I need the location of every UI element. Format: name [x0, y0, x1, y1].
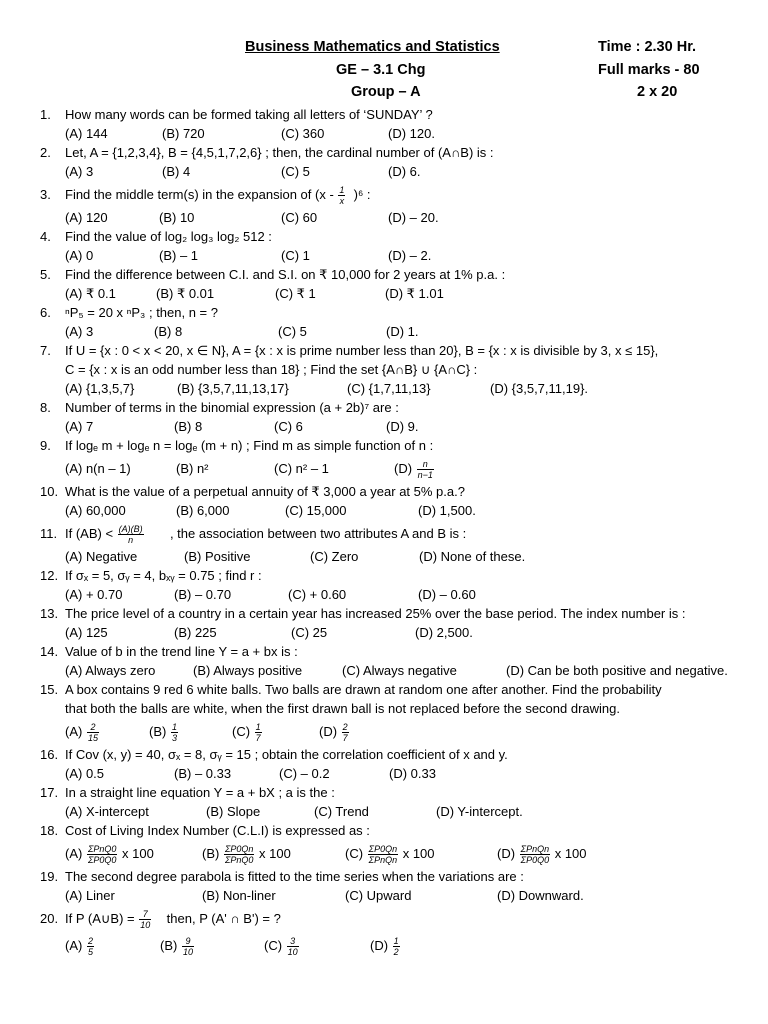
question-number: 9. — [40, 438, 51, 453]
group-label: Group – A — [351, 84, 421, 100]
option-a: (A) Always zero — [65, 663, 156, 678]
fraction-7-over-10: $\frac{7}{10}$ — [140, 909, 151, 931]
question-text: Number of terms in the binomial expression (a + 2b)⁷ are : — [65, 400, 399, 415]
options-row — [40, 379, 755, 398]
subject-title: Business Mathematics and Statistics — [245, 39, 500, 55]
options-row — [40, 840, 755, 867]
option-c: (C) 5 — [281, 164, 310, 179]
option-b: (B) $\frac{1}{3}$ — [149, 722, 177, 744]
option-a: (A) + 0.70 — [65, 587, 123, 602]
option-b: (B) Positive — [184, 549, 251, 564]
question-7 — [40, 341, 755, 398]
question-text-line — [40, 227, 755, 246]
option-a: (A) $\frac{\text{ΣPnQ0}}{\Sigma P0Q0}$ x 100 — [65, 844, 154, 866]
question-text-line — [40, 745, 755, 764]
option-a: (A) 144 — [65, 126, 108, 141]
option-b: (B) $\frac{9}{10}$ — [160, 936, 193, 958]
question-17 — [40, 783, 755, 821]
question-text: If Cov (x, y) = 40, σₓ = 8, σᵧ = 15 ; obtain the correlation coefficient of x and y. — [65, 747, 508, 762]
option-b: (B) ₹ 0.01 — [156, 286, 215, 301]
option-c: (C) n² – 1 — [274, 461, 329, 476]
question-number: 6. — [40, 305, 51, 320]
option-c: (C) $\frac{\Sigma P0Qn}{\text{ΣPnQn}}$ x 100 — [345, 844, 435, 866]
options-row — [40, 802, 755, 821]
question-text-line — [40, 566, 755, 585]
question-number: 11. — [40, 526, 58, 541]
question-number: 2. — [40, 145, 51, 160]
option-a: (A) ₹ 0.1 — [65, 286, 116, 301]
option-c: (C) 15,000 — [285, 503, 347, 518]
question-number: 14. — [40, 644, 59, 659]
index-formula-fraction: $\frac{\Sigma P0Qn}{\text{ΣPnQ0}}$ — [224, 844, 254, 866]
question-text: The price level of a country in a certain year has increased 25% over the base period. The index number is : — [65, 606, 686, 621]
options-row — [40, 547, 755, 566]
question-16 — [40, 745, 755, 783]
full-marks: Full marks - 80 — [598, 62, 700, 78]
marks-scheme: 2 x 20 — [637, 84, 678, 100]
option-a: (A) 125 — [65, 625, 108, 640]
option-d: (D) 0.33 — [389, 766, 436, 781]
question-11 — [40, 520, 755, 566]
question-text: If P (A∪B) = $\frac{7}{10}$ then, P (A' ∩ B') = ? — [65, 909, 281, 931]
option-c: (C) {1,7,11,13} — [347, 381, 431, 396]
question-text: The second degree parabola is fitted to the time series when the variations are : — [65, 869, 524, 884]
question-number: 17. — [40, 785, 59, 800]
option-c: (C) 6 — [274, 419, 303, 434]
question-text-line — [40, 341, 755, 360]
options-row — [40, 585, 755, 604]
option-d: (D) 9. — [386, 419, 419, 434]
question-text-line — [40, 821, 755, 840]
options-row — [40, 208, 755, 227]
question-text-line — [40, 482, 755, 501]
question-text-line — [40, 642, 755, 661]
question-text-line — [40, 867, 755, 886]
probability-fraction: $\frac{3}{10}$ — [287, 936, 298, 958]
question-list — [40, 105, 755, 959]
option-b: (B) – 0.70 — [174, 587, 232, 602]
option-a: (A) Negative — [65, 549, 138, 564]
option-d: (D) Y-intercept. — [436, 804, 523, 819]
option-b: (B) 8 — [174, 419, 203, 434]
option-a: (A) $\frac{2}{15}$ — [65, 722, 98, 744]
option-d: (D) Can be both positive and negative. — [506, 663, 728, 678]
question-text: If logₑ m + logₑ n = logₑ (m + n) ; Find m as simple function of n : — [65, 438, 434, 453]
question-text: In a straight line equation Y = a + bX ; a is the : — [65, 785, 335, 800]
options-row — [40, 764, 755, 783]
question-number: 15. — [40, 682, 59, 697]
option-b: (B) {3,5,7,11,13,17} — [177, 381, 289, 396]
question-8 — [40, 398, 755, 436]
question-10 — [40, 482, 755, 520]
question-text-line — [40, 398, 755, 417]
question-text: Find the difference between C.I. and S.I. on ₹ 10,000 for 2 years at 1% p.a. : — [65, 267, 506, 282]
option-d: (D) $\frac{n}{n-1}$ — [394, 459, 433, 481]
options-row — [40, 162, 755, 181]
question-2 — [40, 143, 755, 181]
probability-fraction: $\frac{9}{10}$ — [182, 936, 193, 958]
option-c: (C) ₹ 1 — [275, 286, 316, 301]
options-row — [40, 661, 755, 680]
option-d: (D) 1,500. — [418, 503, 476, 518]
question-text: that both the balls are white, when the first drawn ball is not replaced before the second drawing. — [65, 701, 620, 716]
option-c: (C) Upward — [345, 888, 412, 903]
option-d: (D) ₹ 1.01 — [385, 286, 444, 301]
option-d: (D) 6. — [388, 164, 421, 179]
options-row — [40, 246, 755, 265]
question-number: 19. — [40, 869, 59, 884]
question-text-line — [40, 604, 755, 623]
option-b: (B) Non-liner — [202, 888, 276, 903]
question-text-line — [40, 265, 755, 284]
option-a: (A) X-intercept — [65, 804, 149, 819]
options-row — [40, 124, 755, 143]
question-text-line — [40, 181, 755, 208]
probability-fraction: $\frac{1}{7}$ — [255, 722, 261, 744]
options-row — [40, 932, 755, 959]
option-b: (B) – 1 — [159, 248, 199, 263]
option-d: (D) 2,500. — [415, 625, 473, 640]
question-number: 1. — [40, 107, 51, 122]
question-12 — [40, 566, 755, 604]
question-text: What is the value of a perpetual annuity of ₹ 3,000 a year at 5% p.a.? — [65, 484, 465, 499]
question-text: Find the value of log₂ log₃ log₂ 512 : — [65, 229, 272, 244]
option-b: (B) 225 — [174, 625, 217, 640]
question-text: ⁿP₅ = 20 x ⁿP₃ ; then, n = ? — [65, 305, 218, 320]
option-a: (A) 0.5 — [65, 766, 105, 781]
option-a: (A) 0 — [65, 248, 94, 263]
question-20 — [40, 905, 755, 959]
question-text: If (AB) < $\frac{(A)(B)}{n}$ , the association between two attributes A and B is : — [65, 524, 467, 546]
options-row — [40, 501, 755, 520]
question-text: Value of b in the trend line Y = a + bx is : — [65, 644, 298, 659]
question-number: 5. — [40, 267, 51, 282]
exam-time: Time : 2.30 Hr. — [598, 39, 697, 55]
option-c: (C) 1 — [281, 248, 310, 263]
question-text-line — [40, 699, 755, 718]
options-row — [40, 417, 755, 436]
option-a: (A) 120 — [65, 210, 108, 225]
probability-fraction: $\frac{2}{5}$ — [87, 936, 93, 958]
option-a: (A) Liner — [65, 888, 115, 903]
question-5 — [40, 265, 755, 303]
options-row — [40, 455, 755, 482]
option-b: (B) Always positive — [193, 663, 303, 678]
option-d: (D) $\frac{2}{7}$ — [319, 722, 348, 744]
question-number: 13. — [40, 606, 59, 621]
question-text: A box contains 9 red 6 white balls. Two balls are drawn at random one after another. Find the probability — [65, 682, 662, 697]
option-a: (A) $\frac{2}{5}$ — [65, 936, 93, 958]
index-formula-fraction: $\frac{\text{ΣPnQn}}{\Sigma P0Q0}$ — [520, 844, 550, 866]
option-a: (A) {1,3,5,7} — [65, 381, 135, 396]
option-b: (B) n² — [176, 461, 209, 476]
question-number: 4. — [40, 229, 51, 244]
option-d: (D) – 2. — [388, 248, 432, 263]
option-a: (A) 7 — [65, 419, 94, 434]
question-3 — [40, 181, 755, 227]
question-text: How many words can be formed taking all letters of ‘SUNDAY’ ? — [65, 107, 433, 122]
option-c: (C) + 0.60 — [288, 587, 347, 602]
question-6 — [40, 303, 755, 341]
question-text: Find the middle term(s) in the expansion of (x - $\frac{1}{x}$ )⁶ : — [65, 185, 371, 207]
options-row — [40, 718, 755, 745]
option-d: (D) {3,5,7,11,19}. — [490, 381, 589, 396]
option-a: (A) 3 — [65, 164, 94, 179]
option-a: (A) 3 — [65, 324, 94, 339]
question-number: 3. — [40, 187, 51, 202]
question-4 — [40, 227, 755, 265]
option-c: (C) $\frac{1}{7}$ — [232, 722, 261, 744]
question-19 — [40, 867, 755, 905]
question-9 — [40, 436, 755, 482]
question-number: 16. — [40, 747, 59, 762]
option-d: (D) 120. — [388, 126, 435, 141]
option-b: (B) $\frac{\Sigma P0Qn}{\text{ΣPnQ0}}$ x 100 — [202, 844, 291, 866]
question-text-line — [40, 360, 755, 379]
fraction-n-over-n-minus-1: $\frac{n}{n-1}$ — [417, 459, 433, 481]
options-row — [40, 623, 755, 642]
question-18 — [40, 821, 755, 867]
option-b: (B) 6,000 — [176, 503, 230, 518]
option-a: (A) n(n – 1) — [65, 461, 131, 476]
probability-fraction: $\frac{1}{3}$ — [171, 722, 177, 744]
question-number: 20. — [40, 911, 59, 926]
question-text-line — [40, 520, 755, 547]
option-d: (D) – 0.60 — [418, 587, 476, 602]
probability-fraction: $\frac{2}{15}$ — [87, 722, 98, 744]
options-row — [40, 284, 755, 303]
question-text-line — [40, 143, 755, 162]
option-b: (B) 8 — [154, 324, 183, 339]
option-d: (D) – 20. — [388, 210, 439, 225]
option-c: (C) 360 — [281, 126, 325, 141]
question-number: 10. — [40, 484, 59, 499]
question-text: Let, A = {1,2,3,4}, B = {4,5,1,7,2,6} ; then, the cardinal number of (A∩B) is : — [65, 145, 494, 160]
option-c: (C) Zero — [310, 549, 359, 564]
probability-fraction: $\frac{2}{7}$ — [342, 722, 348, 744]
question-number: 8. — [40, 400, 51, 415]
option-b: (B) 4 — [162, 164, 191, 179]
question-text-line — [40, 905, 755, 932]
question-number: 7. — [40, 343, 51, 358]
option-b: (B) Slope — [206, 804, 261, 819]
question-text-line — [40, 436, 755, 455]
question-number: 18. — [40, 823, 59, 838]
question-text-line — [40, 783, 755, 802]
probability-fraction: $\frac{1}{2}$ — [393, 936, 399, 958]
options-row — [40, 886, 755, 905]
option-b: (B) 720 — [162, 126, 205, 141]
option-d: (D) Downward. — [497, 888, 584, 903]
option-c: (C) Always negative — [342, 663, 457, 678]
option-a: (A) 60,000 — [65, 503, 126, 518]
option-d: (D) 1. — [386, 324, 419, 339]
question-14 — [40, 642, 755, 680]
option-c: (C) 60 — [281, 210, 318, 225]
index-formula-fraction: $\frac{\Sigma P0Qn}{\text{ΣPnQn}}$ — [368, 844, 398, 866]
option-d: (D) $\frac{1}{2}$ — [370, 936, 399, 958]
question-15 — [40, 680, 755, 745]
options-row — [40, 322, 755, 341]
fraction-1-over-x: $\frac{1}{x}$ — [339, 185, 345, 207]
question-text-line — [40, 105, 755, 124]
question-1 — [40, 105, 755, 143]
question-text: If σₓ = 5, σᵧ = 4, bₓᵧ = 0.75 ; find r : — [65, 568, 262, 583]
option-d: (D) $\frac{\text{ΣPnQn}}{\Sigma P0Q0}$ x 100 — [497, 844, 587, 866]
question-text: If U = {x : 0 < x < 20, x ∈ N}, A = {x : x is prime number less than 20}, B = {x : x is divisible by 3, x ≤ 15}, — [65, 343, 659, 358]
fraction-ab-over-n: $\frac{(A)(B)}{n}$ — [118, 524, 143, 546]
option-c: (C) – 0.2 — [279, 766, 330, 781]
question-text-line — [40, 303, 755, 322]
question-text: Cost of Living Index Number (C.L.I) is expressed as : — [65, 823, 370, 838]
question-number: 12. — [40, 568, 59, 583]
option-c: (C) Trend — [314, 804, 369, 819]
option-b: (B) 10 — [159, 210, 195, 225]
option-c: (C) 25 — [291, 625, 328, 640]
option-c: (C) $\frac{3}{10}$ — [264, 936, 298, 958]
option-b: (B) – 0.33 — [174, 766, 232, 781]
question-text-line — [40, 680, 755, 699]
question-text: C = {x : x is an odd number less than 18} ; Find the set {A∩B} ∪ {A∩C} : — [65, 362, 478, 377]
index-formula-fraction: $\frac{\text{ΣPnQ0}}{\Sigma P0Q0}$ — [87, 844, 117, 866]
option-c: (C) 5 — [278, 324, 307, 339]
question-13 — [40, 604, 755, 642]
option-d: (D) None of these. — [419, 549, 526, 564]
paper-code: GE – 3.1 Chg — [336, 62, 426, 78]
